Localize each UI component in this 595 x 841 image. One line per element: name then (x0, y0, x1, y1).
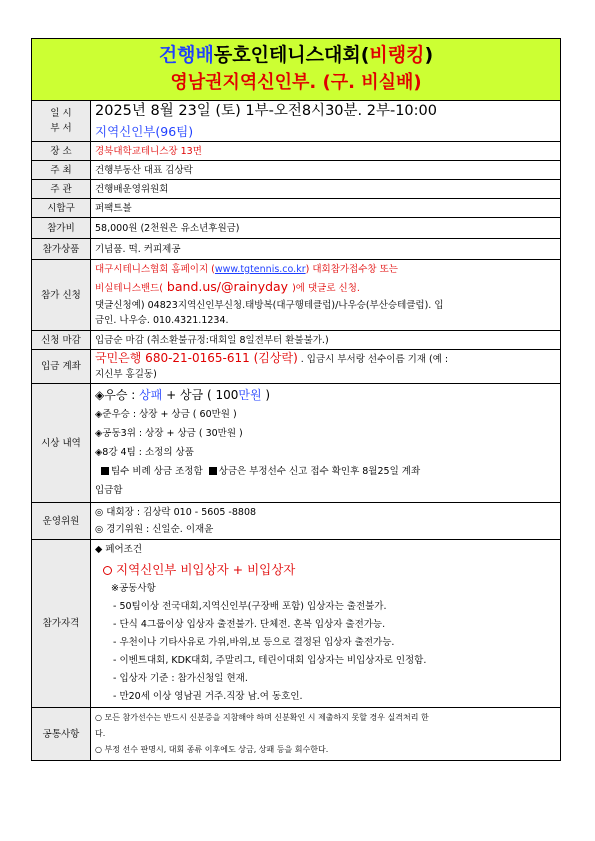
value-deadline: 입금순 마감 (취소환불규정:대회일 8일전부터 환불불가.) (91, 331, 561, 350)
value-ball: 퍼팩트볼 (91, 199, 561, 218)
association-website-link[interactable]: www.tgtennis.co.kr (214, 264, 306, 275)
label-organizer: 주 관 (32, 180, 91, 199)
band-text-a: 비실테니스밴드( (95, 283, 163, 294)
bullet-square-icon (101, 467, 109, 475)
apply-line-1 (95, 262, 556, 277)
pair-condition: ◆ 페어조건 (95, 544, 143, 555)
prize-winner-c: + 상금 ( 100 (162, 388, 239, 402)
label-apply: 참가 신청 (32, 260, 91, 331)
title-ranking: 비랭킹 (369, 44, 425, 66)
value-account (91, 350, 561, 384)
account-note: . 입금시 부서랑 선수이름 기재 (예 : (297, 354, 449, 365)
row-apply (32, 260, 560, 331)
prize-winner-a: ◈우승 : (95, 388, 140, 402)
info-table (32, 101, 560, 760)
apply-line-2 (95, 277, 556, 298)
row-common (32, 708, 560, 761)
prize-third: ◈공동3위 : 상장 + 상금 ( 30만원 ) (95, 428, 243, 439)
prize-quarter: ◈8강 4팀 : 소정의 상품 (95, 447, 194, 458)
title-brand: 건행배 (158, 44, 214, 66)
common-note-2: ○ 부정 선수 판명시, 대회 종류 이후에도 상금, 상패 등을 회수한다. (95, 745, 329, 754)
value-fee: 58,000원 (2천원은 유소년후원금) (91, 218, 561, 239)
row-ball (32, 199, 560, 218)
bullet-square-icon (209, 467, 217, 475)
apply-text-b: ) 대회참가접수창 또는 (305, 264, 398, 275)
label-fee: 참가비 (32, 218, 91, 239)
label-division: 부 서 (50, 123, 72, 134)
row-venue (32, 142, 560, 161)
apply-example-2: 금인. 나우승. 010.4321.1234. (95, 315, 229, 326)
staff-referee: ◎ 경기위원 : 신일순. 이재윤 (95, 524, 214, 535)
apply-example-1: 댓글신청예) 04823지역신인부신청.태방복(대구행테클럽)/나우승(부산승테클럽). 입 (95, 300, 444, 311)
value-common (91, 708, 561, 761)
title-line-1 (32, 41, 560, 69)
prize-runnerup: ◈준우승 : 상장 + 상금 ( 60만원 ) (95, 409, 237, 420)
list-item: - 50팀이상 전국대회,지역신인부(구장배 포함) 입상자는 출전불가. (113, 601, 387, 612)
staff-director: ◎ 대회장 : 김상락 010 - 5605 -8808 (95, 507, 257, 518)
title-line-2: 영남권지역신인부. (구. 비실배) (170, 72, 422, 93)
row-eligibility (32, 540, 560, 708)
prize-note-a: 팀수 비례 상금 조정함 (111, 466, 203, 477)
row-date (32, 101, 560, 142)
common-note-1-cont: 다. (95, 729, 106, 738)
common-note-1: ○ 모든 참가선수는 반드시 신분증을 지참해야 하며 신분확인 시 제출하지 못할 경우 실격처리 한 (95, 713, 429, 722)
list-item: - 우천이나 기타사유로 가위,바위,보 등으로 결정된 입상자 출전가능. (113, 637, 395, 648)
prize-winner-d: 만원 (238, 388, 262, 402)
row-fee (32, 218, 560, 239)
value-gift: 기념품. 떡. 커피제공 (91, 239, 561, 260)
title-banner (32, 39, 560, 101)
label-prizes: 시상 내역 (32, 384, 91, 503)
row-account (32, 350, 560, 384)
value-host: 건행부동산 대표 김상락 (91, 161, 561, 180)
common-items-title: ※공동사항 (111, 583, 156, 594)
value-date (91, 101, 561, 142)
division-text: 지역신인부(96팀) (95, 124, 194, 139)
list-item: - 만20세 이상 영남권 거주.직장 남.여 동호인. (113, 691, 303, 702)
main-condition (95, 559, 556, 580)
prize-note (95, 462, 556, 481)
row-staff (32, 503, 560, 540)
apply-text-a: 대구시테니스협회 홈페이지 ( (95, 264, 215, 275)
label-host: 주 최 (32, 161, 91, 180)
label-common: 공통사항 (32, 708, 91, 761)
label-date-time: 일 시 (50, 108, 72, 119)
prize-note-c: 입금함 (95, 485, 123, 496)
row-prizes (32, 384, 560, 503)
target-circle-icon (103, 566, 112, 575)
label-venue: 장 소 (32, 142, 91, 161)
value-eligibility (91, 540, 561, 708)
label-gift: 참가상품 (32, 239, 91, 260)
account-example: 지신부 홍길동) (95, 369, 157, 380)
label-date (32, 101, 91, 142)
label-deadline: 신청 마감 (32, 331, 91, 350)
row-gift (32, 239, 560, 260)
eligibility-list (95, 598, 556, 706)
row-organizer (32, 180, 560, 199)
label-staff: 운영위원 (32, 503, 91, 540)
value-organizer: 건행배운영위원회 (91, 180, 561, 199)
value-venue: 경북대학교테니스장 13면 (91, 142, 561, 161)
value-staff (91, 503, 561, 540)
title-event: 동호인테니스대회( (213, 44, 370, 66)
prize-note-b: 상금은 부정선수 신고 접수 확인후 8월25일 계좌 (218, 466, 421, 477)
value-apply (91, 260, 561, 331)
label-eligibility: 참가자격 (32, 540, 91, 708)
date-time-text: 2025년 8월 23일 (토) 1부-오전8시30분. 2부-10:00 (95, 103, 437, 119)
title-close-paren: ) (424, 44, 434, 66)
band-text-c: )에 댓글로 신청. (292, 283, 360, 294)
prize-winner-e: ) (261, 388, 271, 402)
tournament-notice (31, 38, 561, 761)
prize-winner-b: 상패 (139, 388, 163, 402)
row-deadline (32, 331, 560, 350)
list-item: - 입상자 기준 : 참가신청일 현재. (113, 673, 248, 684)
prize-winner (95, 386, 556, 405)
band-link[interactable]: band.us/@rainyday (162, 279, 293, 294)
main-condition-text: 지역신인부 비입상자 + 비입상자 (116, 562, 296, 577)
list-item: - 단식 4그룹이상 입상자 출전불가. 단체전. 혼복 입상자 출전가능. (113, 619, 386, 630)
value-prizes (91, 384, 561, 503)
account-line-1 (95, 351, 556, 367)
row-host (32, 161, 560, 180)
label-ball: 시합구 (32, 199, 91, 218)
list-item: - 이벤트대회, KDK대회, 주말리그, 테린이대회 입상자는 비입상자로 인정함. (113, 655, 427, 666)
label-account: 입금 계좌 (32, 350, 91, 384)
account-number: 국민은행 680-21-0165-611 (김상락) (95, 351, 298, 365)
